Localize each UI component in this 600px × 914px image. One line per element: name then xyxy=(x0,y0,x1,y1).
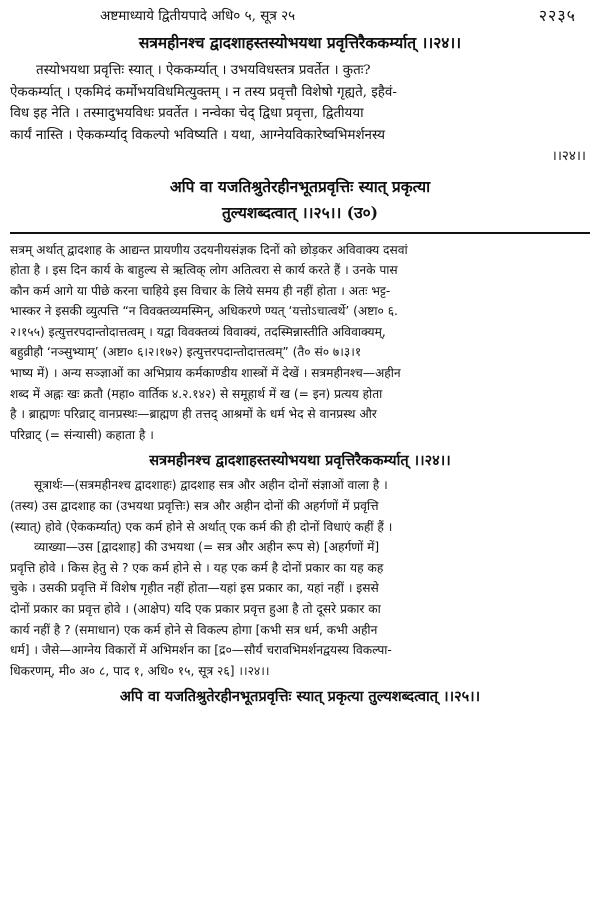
notes-line: भास्कर ने इसकी व्युत्पत्ति “न विवक्तव्यमस्मिन्, अधिकरणे ण्यत् ‘यत्तोऽचात्वर्थे’ (अष्टा० ६. xyxy=(10,304,398,319)
translation-line: कार्य नहीं है ? (समाधान) एक कर्म होने से विकल्प होगा [कभी सत्र धर्म, कभी अहीन xyxy=(10,622,378,637)
translation-line: चुके । उसकी प्रवृत्ति में विशेष गृहीत नहीं होता—यहां इस प्रकार का, यहां नहीं । इससे xyxy=(10,581,379,596)
translation-line: प्रवृत्ति होवे । किस हेतु से ? एक कर्म होने से । यह एक कर्म है दोनों प्रकार का यह कह xyxy=(10,560,384,575)
sutra-24-heading: सत्रमहीनश्च द्वादशाहस्तस्योभयथा प्रवृत्तिरैककर्म्यात् ।।२४।। xyxy=(138,33,462,52)
notes-line: २।१५५) इत्युत्तरपदान्तोदात्तत्वम् । यद्वा विवक्तव्यं विवाक्यं, तदस्मिन्नास्तीति अविवाक्यम्, xyxy=(10,324,386,339)
hindi-translation xyxy=(10,475,590,681)
hindi-notes xyxy=(10,240,590,446)
sutra-25-line: अपि वा यजतिश्रुतेरहीनभूतप्रवृत्तिः स्यात् प्रकृत्या xyxy=(169,176,431,196)
translation-line: (स्यात्) होवे (ऐककर्म्यात्) एक कर्म होने से अर्थात् एक कर्म की ही दोनों विधाएं कहीं हैं । xyxy=(10,519,393,534)
running-header xyxy=(10,4,590,26)
translation-line: धिकरणम्, मी० अ० ८, पाद १, अधि० १५, सूत्र २६] ।।२४।। xyxy=(10,663,270,678)
notes-line: सत्रम् अर्थात् द्वादशाह के आद्यन्त प्रायणीय उदयनीयसंज्ञक दिनों को छोड़कर अविवाक्य दसवां xyxy=(10,242,408,257)
translation-line: सूत्रार्थः—(सत्रमहीनश्च द्वादशाहः) द्वादशाह सत्र और अहीन दोनों संज्ञाओं वाला है । xyxy=(34,478,388,493)
sutra-25-line: तुल्यशब्दत्वात् ।।२५।। (उ०) xyxy=(221,202,379,222)
commentary-line: ।।२४।। xyxy=(551,149,586,164)
notes-line: शब्द में अह्नः खः क्रतौ (महा० वार्तिक ४.२.१४२) से समूहार्थ में ख (= इन) प्रत्यय होता xyxy=(10,386,383,401)
translation-line: (तस्य) उस द्वादशाह का (उभयथा प्रवृत्तिः) सत्र और अहीन दोनों की अहर्गणों में प्रवृत्ति xyxy=(10,499,379,514)
sanskrit-commentary xyxy=(10,60,590,168)
notes-line: कौन कर्म आगे या पीछे करना चाहिये इस विचार के लिये समय ही नहीं होता । अतः भट्ट- xyxy=(10,283,391,298)
sutra-25-bottom: अपि वा यजतिश्रुतेरहीनभूतप्रवृत्तिः स्यात् प्रकृत्या तुल्यशब्दत्वात् ।।२५।। xyxy=(119,688,481,706)
translation-line: व्याख्या—उस [द्वादशाह] की उभयथा (= सत्र और अहीन रूप से) [अहर्गणों में] xyxy=(34,540,380,555)
commentary-line: ऐककर्म्यात् । एकमिदं कर्मोभयविधमित्युक्तम् । न तस्य प्रवृत्तौ विशेषो गृह्यते, इहैवं- xyxy=(10,84,397,100)
notes-line: परिव्राट् (= संन्यासी) कहाता है । xyxy=(10,427,154,442)
commentary-line: विध इह नेति । तस्मादुभयविधः प्रवर्तेत । नन्वेका चेद् द्विधा प्रवृत्ता, द्वितीयया xyxy=(10,106,364,121)
commentary-line: कार्यं नास्ति । ऐककर्म्याद् विकल्पो भविष्यति । यथा, आग्नेयविकारेष्वभिमर्शनस्य xyxy=(10,127,385,143)
notes-line: बहुव्रीहौ ‘नञ्सुभ्याम्’ (अष्टा० ६।२।१७२) इत्युत्तरपदान्तोदात्तत्वम्” (तै० सं० ७।३।१ xyxy=(10,345,362,360)
sutra-25-heading xyxy=(10,174,590,226)
notes-line: है । ब्राह्मणः परिव्राट् वानप्रस्थः—ब्राह्मण ही तत्तद् आश्रमों के धर्म भेद से वानप्रस्थ और xyxy=(10,407,377,422)
page-number: २२३५ xyxy=(538,6,576,25)
translation-line: दोनों प्रकार का प्रवृत्त होवे । (आक्षेप) यदि एक प्रकार प्रवृत्त हुआ है तो दूसरे प्रकार का xyxy=(10,602,381,616)
running-title: अष्टमाध्याये द्वितीयपादे अधि० ५, सूत्र २५ xyxy=(100,8,296,24)
translation-line: धर्म] । जैसे—आग्नेय विकारों में अभिमर्शन का [द्र०—सौर्यं चरावभिमर्शनद्वयस्य विकल्पा- xyxy=(10,643,392,658)
notes-line: होता है । इस दिन कार्य के बाहुल्य से ऋत्विक् लोग अतित्वरा से कार्य करते हैं । उनके पास xyxy=(10,263,398,278)
notes-line: भाष्य में) । अन्य सञ्ज्ञाओं का अभिप्राय कर्मकाण्डीय शास्त्रों में देखें । सत्रमहीनश्च—अहीन xyxy=(10,366,401,381)
commentary-line: तस्योभयथा प्रवृत्तिः स्यात् । ऐककर्म्यात् । उभयविधस्तत्र प्रवर्तेत । कुतः? xyxy=(36,63,371,78)
sutra-24-repeat: सत्रमहीनश्च द्वादशाहस्तस्योभयथा प्रवृत्तिरैककर्म्यात् ।।२४।। xyxy=(149,452,451,470)
divider-rule xyxy=(10,232,590,234)
